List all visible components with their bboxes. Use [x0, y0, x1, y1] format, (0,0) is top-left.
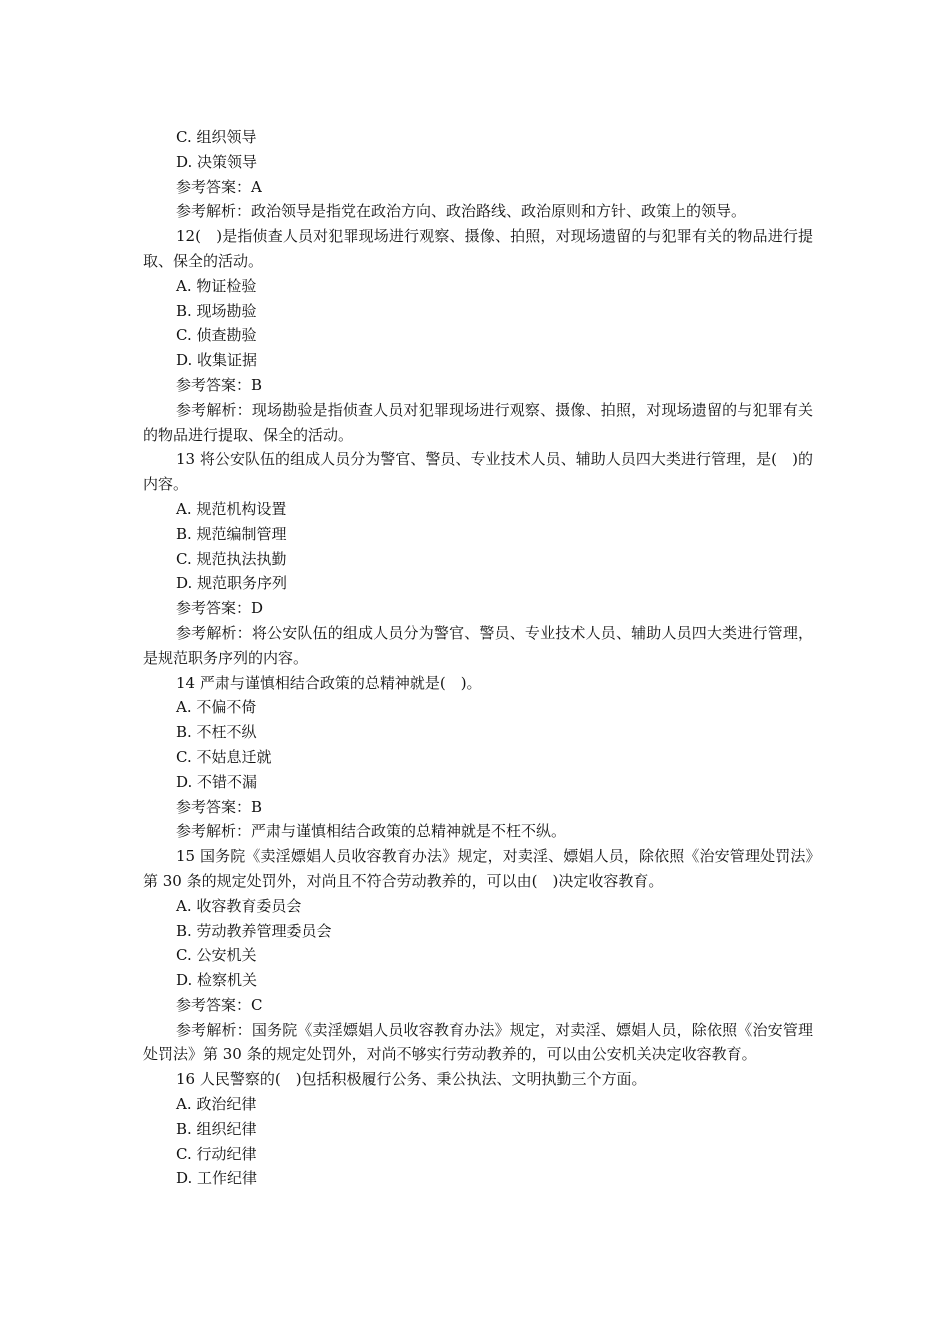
reference-answer: 参考答案：C	[176, 995, 263, 1014]
reference-answer: 参考答案：B	[176, 375, 263, 394]
answer-option: A. 规范机构设置	[176, 499, 287, 518]
answer-option: C. 侦查勘验	[176, 326, 257, 345]
reference-answer: 参考答案：D	[176, 599, 264, 618]
answer-option: C. 不姑息迁就	[176, 747, 272, 766]
answer-option: B. 现场勘验	[176, 301, 257, 320]
question-text: 15 国务院《卖淫嫖娼人员收容教育办法》规定，对卖淫、嫖娼人员，除依照《治安管理处罚法》第 30 条的规定处罚外，对尚且不符合劳动教养的，可以由( )决定收容教育。	[143, 847, 813, 890]
reference-explanation: 参考解析：现场勘验是指侦查人员对犯罪现场进行观察、摄像、拍照，对现场遗留的与犯罪有关的物品进行提取、保全的活动。	[143, 400, 813, 444]
answer-option: D. 检察机关	[176, 971, 258, 990]
answer-option: C. 行动纪律	[176, 1144, 257, 1163]
answer-option: A. 不偏不倚	[176, 698, 257, 717]
question-text: 13 将公安队伍的组成人员分为警官、警员、专业技术人员、辅助人员四大类进行管理，是( )的内容。	[143, 450, 813, 494]
answer-option: D. 不错不漏	[176, 772, 258, 791]
document-body	[143, 125, 813, 1191]
answer-option: D. 收集证据	[176, 351, 258, 370]
question-text: 14 严肃与谨慎相结合政策的总精神就是( )。	[176, 673, 482, 692]
answer-option: B. 劳动教养管理委员会	[176, 921, 332, 940]
reference-explanation: 参考解析：政治领导是指党在政治方向、政治路线、政治原则和方针、政策上的领导。	[176, 202, 747, 221]
reference-answer: 参考答案：A	[176, 177, 262, 196]
question-text: 16 人民警察的( )包括积极履行公务、秉公执法、文明执勤三个方面。	[176, 1070, 647, 1089]
question-text: 12( )是指侦查人员对犯罪现场进行观察、摄像、拍照，对现场遗留的与犯罪有关的物品进行提取、保全的活动。	[143, 227, 813, 270]
answer-option: B. 组织纪律	[176, 1119, 257, 1138]
answer-option: D. 决策领导	[176, 152, 258, 171]
reference-answer: 参考答案：B	[176, 797, 263, 816]
answer-option: B. 规范编制管理	[176, 524, 287, 543]
reference-explanation: 参考解析：严肃与谨慎相结合政策的总精神就是不枉不纵。	[176, 822, 567, 841]
answer-option: A. 收容教育委员会	[176, 896, 302, 915]
reference-explanation: 参考解析：将公安队伍的组成人员分为警官、警员、专业技术人员、辅助人员四大类进行管理，是规范职务序列的内容。	[143, 623, 813, 667]
answer-option: D. 规范职务序列	[176, 574, 288, 593]
answer-option: A. 政治纪律	[176, 1095, 257, 1114]
answer-option: B. 不枉不纵	[176, 723, 257, 742]
answer-option: C. 组织领导	[176, 128, 257, 146]
answer-option: C. 规范执法执勤	[176, 549, 287, 568]
answer-option: C. 公安机关	[176, 946, 257, 965]
answer-option: A. 物证检验	[176, 276, 257, 295]
reference-explanation: 参考解析：国务院《卖淫嫖娼人员收容教育办法》规定，对卖淫、嫖娼人员，除依照《治安管理处罚法》第 30 条的规定处罚外，对尚不够实行劳动教养的，可以由公安机关决定收容教育。	[143, 1020, 813, 1064]
answer-option: D. 工作纪律	[176, 1169, 258, 1188]
